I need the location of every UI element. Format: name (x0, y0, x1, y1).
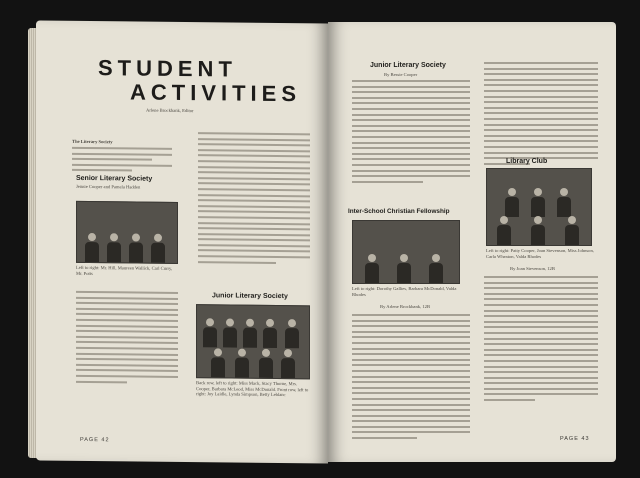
fellowship-article-text (352, 314, 470, 443)
senior-photo-caption: Left to right: Mr. Hill, Maureen Wallick, Carl Curry, Mr. Potts (76, 264, 173, 276)
library-photo-caption: Left to right: Patty Cooper, Joan Stevenson, Miss Johnson, Carla Wheaton, Valda Rhodes (486, 248, 594, 259)
fellowship-photo-caption: Left to right: Dorothy Gallies, Barbara McDonald, Valda Rhodes (352, 286, 457, 297)
left-column-text (198, 132, 310, 267)
left-page (36, 20, 328, 463)
junior-heading-left: Junior Literary Society (212, 292, 288, 301)
fellowship-heading: Inter-School Christian Fellowship (348, 208, 450, 215)
right-page (328, 22, 616, 462)
senior-heading: Senior Literary Society (76, 174, 153, 183)
junior-society-photo (196, 304, 310, 379)
library-article-text (484, 276, 598, 405)
library-club-photo (486, 168, 592, 246)
fellowship-byline: By Arlene Brockbank, 12B (380, 304, 431, 309)
senior-society-photo (76, 201, 178, 264)
junior-byline: By Bessie Cooper (384, 72, 418, 77)
editor-credit: Arlene Brockbank, Editor (146, 107, 194, 114)
junior-photo-caption: Back row, left to right: Miss Mack, Stacy Thorne, Mrs. Cooper, Barbara McLeod, Miss McDonald. Front row, left to right: Joy Laidle, Lynda Simpson, Betty Leblanc (196, 380, 309, 398)
library-heading: Library Club (506, 158, 548, 165)
left-lower-text (76, 291, 178, 387)
junior-article-text (352, 80, 470, 186)
title-activities: ACTIVITIES (130, 79, 302, 107)
right-top-text (484, 62, 598, 168)
title-student: STUDENT (98, 55, 237, 82)
fellowship-photo (352, 220, 460, 284)
junior-heading-right: Junior Literary Society (370, 62, 446, 69)
open-yearbook (28, 22, 618, 462)
right-page-number: PAGE 43 (560, 436, 590, 442)
senior-subheading: Jennie Cooper and Pamela Hadden (76, 183, 141, 190)
intro-caption: The Literary Society (72, 138, 113, 145)
library-byline: By Joan Stevenson, 12B (510, 266, 555, 271)
left-page-number: PAGE 42 (80, 436, 110, 444)
intro-text (72, 147, 172, 176)
